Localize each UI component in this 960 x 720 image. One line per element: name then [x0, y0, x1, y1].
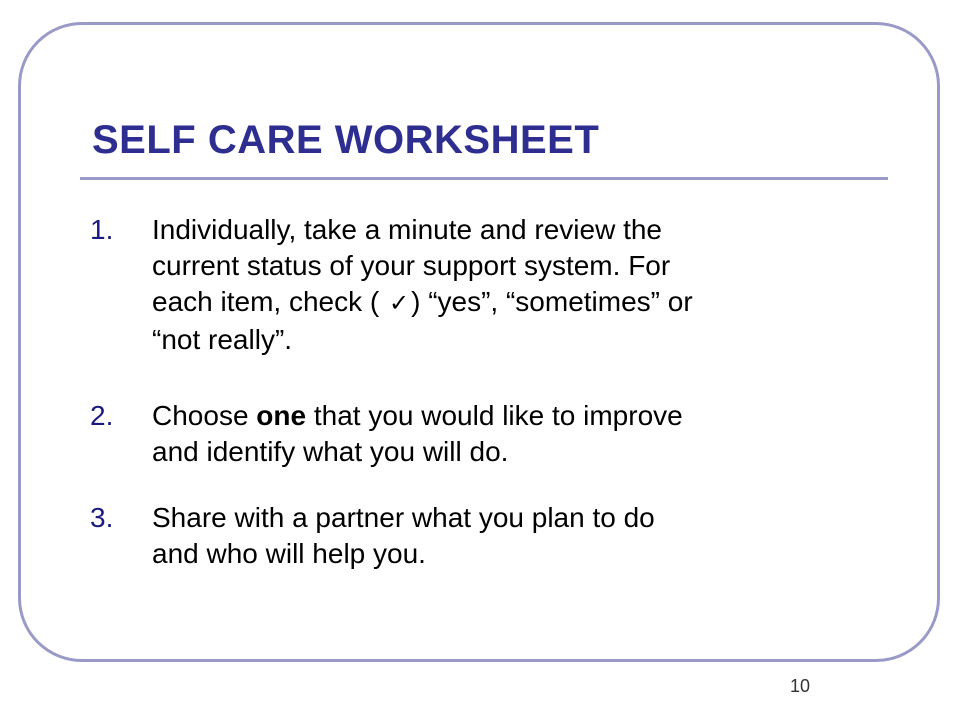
text-segment: Choose — [152, 400, 257, 431]
slide-title: SELF CARE WORKSHEET — [92, 118, 600, 162]
text-line: and who will help you. — [152, 538, 426, 569]
list-item-number: 3. — [90, 502, 114, 533]
text-line: Individually, take a minute and review the — [152, 214, 662, 245]
text-segment: that you would like to improve — [306, 400, 683, 431]
list-item-text — [152, 500, 892, 572]
text-line: “not really”. — [152, 324, 293, 355]
text-segment: each item, check ( — [152, 286, 387, 317]
text-line — [152, 284, 892, 322]
checkmark-icon: ✓ — [388, 290, 410, 317]
text-segment: ) “yes”, “sometimes” or — [411, 286, 693, 317]
list-item-number: 2. — [90, 400, 114, 431]
list-item-text — [152, 212, 892, 358]
emphasis-text: one — [256, 400, 307, 431]
text-line: current status of your support system. For — [152, 250, 671, 281]
text-line: Share with a partner what you plan to do — [152, 502, 655, 533]
title-underline — [80, 177, 888, 180]
page-number: 10 — [790, 676, 811, 696]
text-line: and identify what you will do. — [152, 436, 509, 467]
list-item-number: 1. — [90, 214, 114, 245]
list-item-text — [152, 398, 892, 470]
text-line — [152, 398, 892, 434]
